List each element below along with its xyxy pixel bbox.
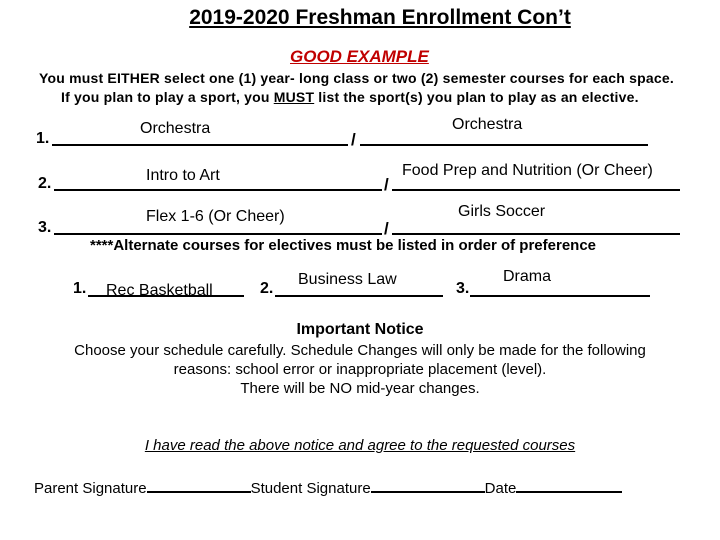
instruction-line-1: You must EITHER select one (1) year- long class or two (2) semester courses for each space. <box>39 70 674 86</box>
row-3-right-course: Girls Soccer <box>458 203 546 220</box>
agreement-statement: I have read the above notice and agree to the requested courses <box>144 437 576 454</box>
row-2-left-line[interactable] <box>54 189 382 191</box>
alternate-1-number: 1. <box>73 280 87 297</box>
row-1-number: 1. <box>36 130 50 147</box>
student-signature-line[interactable] <box>371 477 485 493</box>
date-label: Date <box>484 480 517 497</box>
row-1-slash: / <box>351 130 356 149</box>
student-signature-label: Student Signature <box>250 480 371 497</box>
alternate-3-number: 3. <box>456 280 470 297</box>
row-3-left-line[interactable] <box>54 233 382 235</box>
row-1-left-course: Orchestra <box>140 120 211 137</box>
alternate-3-line[interactable] <box>470 295 650 297</box>
row-2-right-course: Food Prep and Nutrition (Or Cheer) <box>402 162 653 179</box>
alternate-3-course: Drama <box>503 268 552 285</box>
notice-line-2: reasons: school error or inappropriate placement (level). <box>173 361 547 378</box>
alternates-note: ****Alternate courses for electives must be listed in order of preference <box>90 237 597 254</box>
signature-block <box>34 477 622 497</box>
alternate-2-course: Business Law <box>298 271 397 288</box>
page-title: 2019-2020 Freshman Enrollment Con’t <box>189 6 571 29</box>
instruction-line-2-end: list the sport(s) you plan to play as an elective. <box>314 89 639 105</box>
row-1-right-line[interactable] <box>360 144 648 146</box>
instruction-line-2-start: If you plan to play a sport, you <box>61 89 274 105</box>
parent-signature-line[interactable] <box>147 477 251 493</box>
date-line[interactable] <box>516 477 622 493</box>
notice-line-3: There will be NO mid-year changes. <box>240 380 480 397</box>
row-1-left-line[interactable] <box>52 144 348 146</box>
row-2-number: 2. <box>38 175 52 192</box>
row-2-left-course: Intro to Art <box>146 167 220 184</box>
row-3-left-course: Flex 1-6 (Or Cheer) <box>146 208 285 225</box>
alternate-1-course: Rec Basketball <box>106 282 213 299</box>
alternate-2-line[interactable] <box>275 295 443 297</box>
good-example-label: GOOD EXAMPLE <box>290 47 429 66</box>
alternate-2-number: 2. <box>260 280 274 297</box>
row-3-number: 3. <box>38 219 52 236</box>
row-3-slash: / <box>384 219 389 238</box>
row-2-slash: / <box>384 175 389 194</box>
row-2-right-line[interactable] <box>392 189 680 191</box>
instruction-line-2 <box>61 89 639 105</box>
row-3-right-line[interactable] <box>392 233 680 235</box>
row-1-right-course: Orchestra <box>452 116 523 133</box>
parent-signature-label: Parent Signature <box>34 480 147 497</box>
important-notice-heading: Important Notice <box>296 321 424 338</box>
notice-line-1: Choose your schedule carefully. Schedule Changes will only be made for the following <box>74 342 646 359</box>
must-emphasis: MUST <box>273 89 315 105</box>
